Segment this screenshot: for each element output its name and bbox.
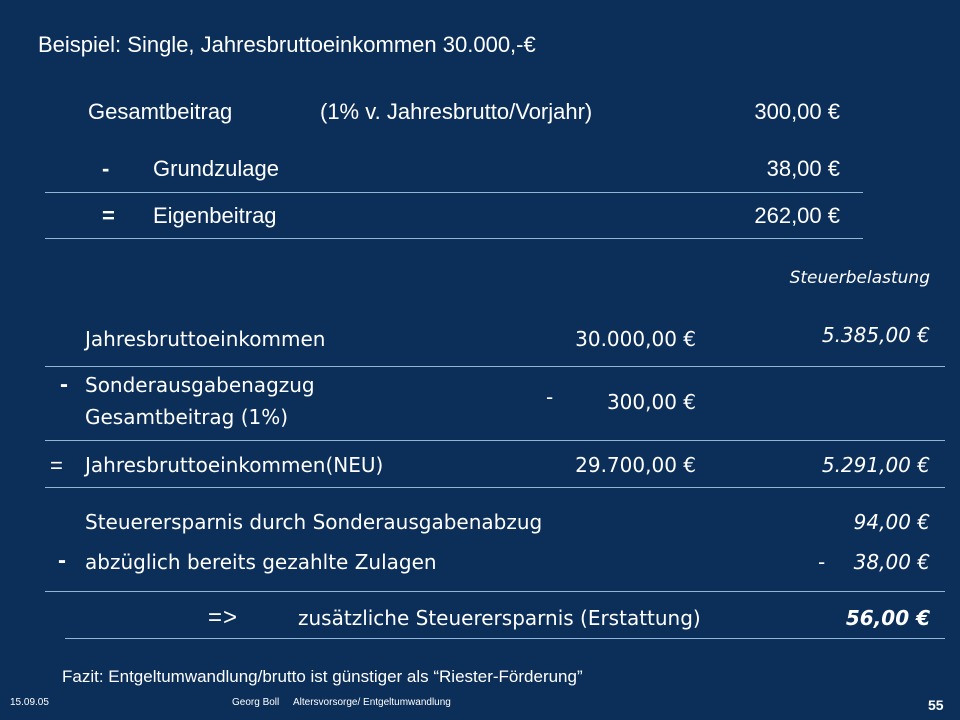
result-value: 56,00 €: [845, 606, 930, 630]
gesamtbeitrag-value: 300,00 €: [754, 99, 840, 124]
footer-subject: Altersvorsorge/ Entgeltumwandlung: [293, 697, 451, 708]
divider-line: [45, 238, 863, 239]
grundzulage-label: Grundzulage: [153, 156, 279, 181]
result-arrow: =>: [208, 604, 239, 631]
tax-row1-value: 30.000,00 €: [575, 327, 696, 351]
tax-row3-label: Jahresbruttoeinkommen(NEU): [85, 453, 384, 477]
eigenbeitrag-value: 262,00 €: [754, 203, 840, 228]
tax-row1-label: Jahresbruttoeinkommen: [85, 327, 326, 351]
tax-row2-operator: -: [60, 371, 68, 398]
gesamtbeitrag-label: Gesamtbeitrag: [88, 99, 233, 124]
eigenbeitrag-label: Eigenbeitrag: [153, 203, 277, 228]
grundzulage-value: 38,00 €: [766, 156, 840, 181]
savings-row2-label: abzüglich bereits gezahlte Zulagen: [85, 550, 437, 574]
savings-row1-label: Steuerersparnis durch Sonderausgabenabzug: [85, 510, 543, 534]
tax-row3-tax: 5.291,00 €: [821, 453, 930, 477]
result-label: zusätzliche Steuerersparnis (Erstattung): [298, 606, 701, 630]
page-number: 55: [928, 697, 944, 713]
divider-line: [45, 591, 945, 592]
tax-row3-value: 29.700,00 €: [575, 453, 696, 477]
tax-row2-value: 300,00 €: [606, 390, 696, 414]
savings-row2-operator: -: [58, 547, 66, 574]
footer-author: Georg Boll: [232, 697, 280, 708]
divider-line: [45, 366, 945, 367]
equals-operator: =: [102, 203, 115, 228]
tax-row2-label-line2: Gesamtbeitrag (1%): [85, 405, 289, 429]
slide-title: Beispiel: Single, Jahresbruttoeinkommen 30.000,-€: [38, 32, 536, 57]
fazit-text: Fazit: Entgeltumwandlung/brutto ist günstiger als “Riester-Förderung”: [62, 667, 583, 686]
divider-line: [45, 487, 945, 488]
savings-row2-minus: -: [818, 550, 826, 574]
tax-row2-label-line1: Sonderausgabenagzug: [85, 373, 315, 397]
savings-row1-value: 94,00 €: [853, 510, 930, 534]
divider-line: [45, 440, 945, 441]
gesamtbeitrag-note: (1% v. Jahresbrutto/Vorjahr): [320, 99, 593, 124]
steuerbelastung-header: Steuerbelastung: [789, 268, 930, 288]
divider-line: [65, 638, 945, 639]
savings-row2-value: 38,00 €: [853, 550, 930, 574]
tax-row2-minus: -: [546, 385, 554, 409]
tax-row1-tax: 5.385,00 €: [821, 323, 930, 347]
footer-date: 15.09.05: [10, 697, 49, 708]
minus-operator: -: [102, 156, 110, 181]
tax-row3-operator: =: [50, 453, 63, 478]
divider-line: [45, 192, 863, 193]
